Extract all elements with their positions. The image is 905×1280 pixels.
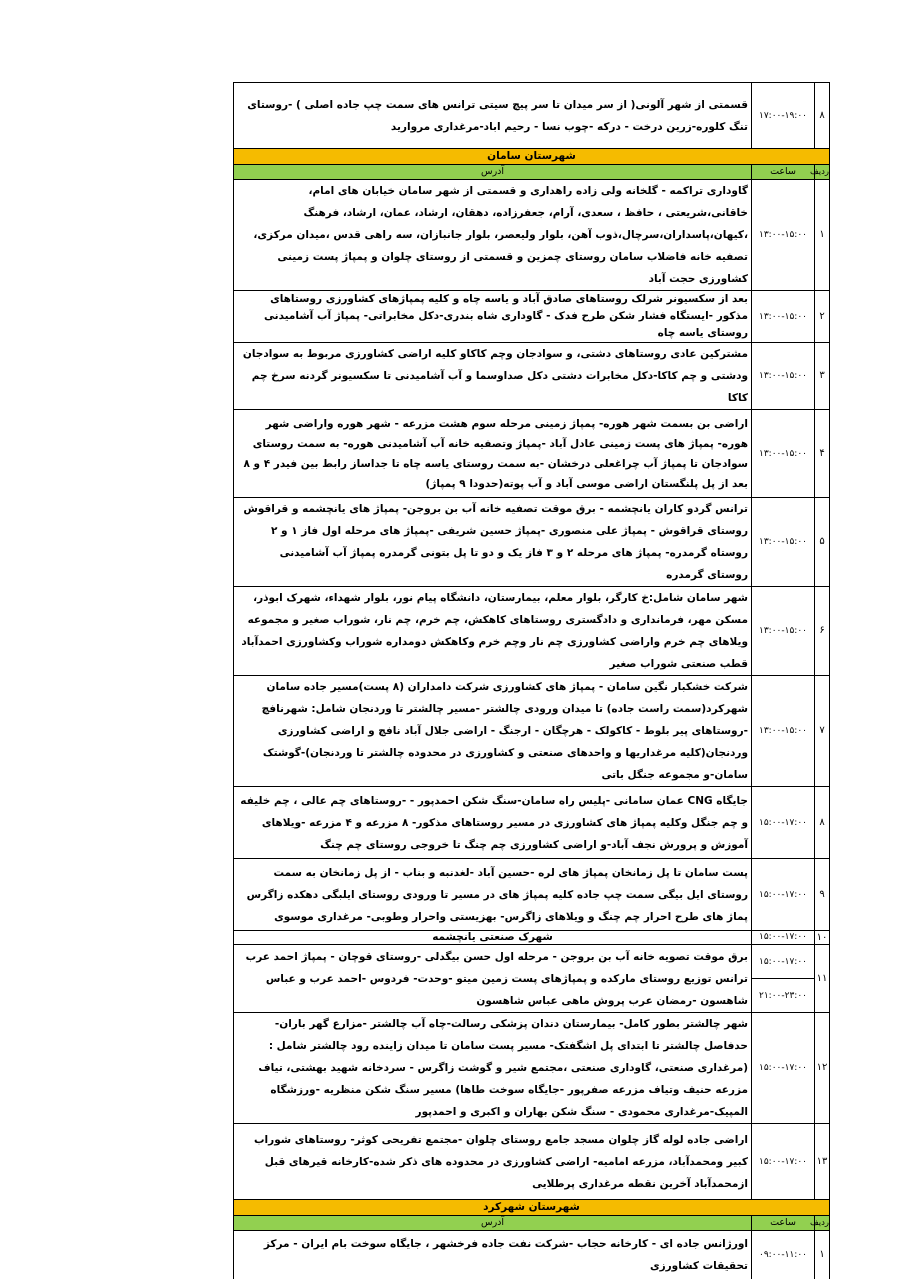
address-cell: شرکت خشکبار نگین سامان - پمپاژ های کشاورزی شرکت دامداران (۸ پست)مسیر جاده سامان شهرکرد(سمت راست جاده) تا میدان ورودی چالشتر -مسیر چالشتر تا وردنجان شامل: شهرنافچ -روستاهای پیر بلوط - کاکولک - هرچگان - ارجنگ - اراضی جلال آباد نافچ و اراضی کشاورزی وردنجان(کلیه مرغداریها و واحدهای صنعتی و کشاورزی در محدوده چالشتر تا وردنجان)-گوشتک سامان-و مجموعه جنگل باتی [234, 676, 752, 787]
time-range: ۱۳:۰۰-۱۵:۰۰ [752, 587, 815, 676]
address-cell: شهرک صنعتی یانچشمه [234, 931, 752, 945]
address-cell: شهر چالشتر بطور کامل- بیمارستان دندان پزشکی رسالت-چاه آب چالشتر -مزارع گهر باران-حدفاصل چالشتر تا ابتدای پل اشگفتک- مسیر پست سامان تا میدان زاینده رود چالشتر شامل :(مرغداری صنعتی، گاوداری صنعتی ،مجتمع شیر و گوشت زاگرس - سردخانه شهید بهشتی، تیاف مزرعه حنیف وتیاف مزرعه صفرپور -جایگاه سوخت طاها) مسیر سنگ شکن منظریه -ورزشگاه المپیک-مرغداری محمودی - سنگ شکن بهاران و اکبری و احمدپور [234, 1013, 752, 1124]
row-number: ۹ [815, 859, 830, 931]
region-title: شهرستان سامان [234, 149, 830, 165]
address-cell: شهر سامان شامل:خ کارگر، بلوار معلم، بیمارستان، دانشگاه پیام نور، بلوار شهداء، شهرک ابوذر، مسکن مهر، فرمانداری و دادگستری روستاهای کاهکش، چم خرم، چم نار، شوراب صغیر و مجموعه ویلاهای چم خرم واراضی کشاورزی چم نار وچم خرم وکاهکش دومداره شوراب وکشاورزی احمدآباد قطب صنعتی شوراب صغیر [234, 587, 752, 676]
row-number: ۴ [815, 410, 830, 498]
row-number: ۱۲ [815, 1013, 830, 1124]
table-row [234, 587, 830, 676]
table-row [234, 1124, 830, 1200]
table-row [234, 410, 830, 498]
col-header-num: ردیف [815, 1216, 830, 1231]
column-header-row [234, 165, 830, 180]
row-number: ۸ [815, 83, 830, 149]
address-cell: بعد از سکسیونر شرلک روستاهای صادق آباد و یاسه چاه و کلیه پمپاژهای کشاورزی روستاهای مذکور -ایستگاه فشار شکن طرح فدک - گاوداری شاه بندری-دکل مخابراتی- پمپاژ آب آشامیدنی روستای یاسه چاه [234, 291, 752, 343]
address-cell: مشترکین عادی روستاهای دشتی، و سوادجان وچم کاکاو کلیه اراضی کشاورزی مربوط به سوادجان ودشتی و چم کاکا-دکل مخابرات دشتی دکل صداوسما و آب آشامیدنی تا سکسیونر گردنه سرخ چم کاکا [234, 343, 752, 410]
table-row [234, 1231, 830, 1279]
time-range: ۱۳:۰۰-۱۵:۰۰ [752, 676, 815, 787]
address-cell: قسمتی از شهر آلونی( از سر میدان تا سر پیچ سیتی ترانس های سمت چپ جاده اصلی ) -روستای تنگ کلوره-زرین درخت - درکه -چوب نسا - رحیم اباد-مرغداری مروارید [234, 83, 752, 149]
schedule-table [233, 82, 830, 1279]
address-cell: برق موقت تصویه خانه آب بن بروجن - مرحله اول حسن بیگدلی -روستای قوچان - پمپاژ احمد عرب ترانس توزیع روستای مارکده و پمپاژهای پست زمین میتو -وحدت- فردوس -احمد عرب و عباس شاهسون -رمضان عرب پروش ماهی عباس شاهسون [234, 945, 752, 1013]
col-header-address: آدرس [234, 165, 752, 180]
table-row [234, 931, 830, 945]
time-range: ۱۳:۰۰-۱۵:۰۰ [752, 291, 815, 343]
col-header-time: ساعت [752, 165, 815, 180]
time-range: ۱۵:۰۰-۱۷:۰۰ [752, 931, 815, 945]
row-number: ۶ [815, 587, 830, 676]
table-row [234, 787, 830, 859]
row-number: ۱۳ [815, 1124, 830, 1200]
address-cell: گاوداری تراکمه - گلخانه ولی زاده راهداری و قسمتی از شهر سامان خیابان های امام، خاقانی،شریعتی ، حافظ ، سعدی، آرام، جعفرزاده، دهقان، ارشاد، عمان، ارشاد، فرهنگ ،کیهان،پاسداران،سرچال،ذوب آهن، بلوار ولیعصر، بلوار جانبازان، سه راهی قدس ،میدان مرکزی، تصفیه خانه فاضلاب سامان روستای چمزین و قسمتی از روستای چلوان و پمپاژ پست زمینی کشاورزی حجت آباد [234, 180, 752, 291]
time-range: ۲۱:۰۰-۲۳:۰۰ [752, 978, 814, 1012]
table-row [234, 676, 830, 787]
address-cell: جایگاه CNG عمان سامانی -پلیس راه سامان-سنگ شکن احمدپور - -روستاهای چم عالی ، چم خلیفه و چم جنگل وکلیه پمپاژ های کشاورزی در مسیر روستاهای مذکور- ۸ مزرعه و ۴ مزرعه -ویلاهای آموزش و پرورش نجف آباد-و اراضی کشاورزی چم چنگ تا خروجی روستای چم چنگ [234, 787, 752, 859]
row-number: ۱۱ [815, 945, 830, 1013]
table-row [234, 343, 830, 410]
time-range: ۰۹:۰۰-۱۱:۰۰ [752, 1231, 815, 1279]
row-number: ۸ [815, 787, 830, 859]
time-range: ۱۵:۰۰-۱۷:۰۰ [752, 859, 815, 931]
address-cell: اراضی بن بسمت شهر هوره- پمپاژ زمینی مرحله سوم هشت مزرعه - شهر هوره واراضی شهر هوره- پمپاژ های پست زمینی عادل آباد -پمپاژ وتصفیه خانه آب آشامیدنی هوره- به سمت روستای سوادجان تا پمپاژ آب چراغعلی درخشان -به سمت روستای یاسه چاه تا جداساز رابط بین فیدر ۴ و ۸ بعد از پل پلنگستان اراضی موسی آباد و آب پوته(حدودا ۹ پمپاژ) [234, 410, 752, 498]
row-number: ۱ [815, 1231, 830, 1279]
col-header-num: ردیف [815, 165, 830, 180]
time-range: ۱۳:۰۰-۱۵:۰۰ [752, 180, 815, 291]
address-cell: پست سامان تا پل زمانخان پمپاژ های لره -حسین آباد -لغدنبه و بناب - از پل زمانخان به سمت روستای ایل بیگی سمت چپ جاده کلیه پمپاژ های در مسیر تا ورودی روستای ایلبگی دهکده زاگرس پماژ های طرح احرار چم چنگ و ویلاهای زاگرس- بهزیستی واحرار وطوبی- مرغداری موسوی [234, 859, 752, 931]
region-header-saman [234, 149, 830, 165]
time-range: ۱۵:۰۰-۱۷:۰۰ [752, 1013, 815, 1124]
row-number: ۱ [815, 180, 830, 291]
col-header-address: آدرس [234, 1216, 752, 1231]
address-cell: اورژانس جاده ای - کارخانه حجاب -شرکت نفت جاده فرخشهر ، جایگاه سوخت بام ایران - مرکز تحقیقات کشاورزی [234, 1231, 752, 1279]
row-number: ۷ [815, 676, 830, 787]
time-range: ۱۳:۰۰-۱۵:۰۰ [752, 410, 815, 498]
address-cell: اراضی جاده لوله گاز چلوان مسجد جامع روستای چلوان -مجتمع تفریحی کوثر- روستاهای شوراب کبیر ومحمدآباد، مزرعه امامیه- اراضی کشاورزی در محدوده های ذکر شده-کارخانه قیرهای قبل ازمحمدآباد آخرین نقطه مرغداری پرطلایی [234, 1124, 752, 1200]
time-range-split [752, 945, 815, 1013]
address-cell: ترانس گردو کاران یانچشمه - برق موقت تصفیه خانه آب بن بروجن- پمپاژ های یانچشمه و قراقوش روستای قراقوش - پمپاژ علی منصوری -پمپاژ حسین شریفی -پمپاژ های مرحله اول فاز ۱ و ۲ روستاه گرمدره- پمپاژ های مرحله ۲ و ۳ فاز یک و دو تا پل بتونی گرمدره پمپاژ آب آشامیدنی روستای گرمدره [234, 498, 752, 587]
table-row [234, 859, 830, 931]
table-row [234, 291, 830, 343]
table-row [234, 180, 830, 291]
row-number: ۲ [815, 291, 830, 343]
row-number: ۱۰ [815, 931, 830, 945]
table-row [234, 945, 830, 1013]
time-range: ۱۳:۰۰-۱۵:۰۰ [752, 498, 815, 587]
row-number: ۵ [815, 498, 830, 587]
time-range: ۱۳:۰۰-۱۵:۰۰ [752, 343, 815, 410]
time-range: ۱۵:۰۰-۱۷:۰۰ [759, 956, 807, 967]
column-header-row [234, 1216, 830, 1231]
time-range: ۱۵:۰۰-۱۷:۰۰ [752, 787, 815, 859]
power-outage-schedule [233, 82, 830, 1279]
table-row [234, 1013, 830, 1124]
row-number: ۳ [815, 343, 830, 410]
table-row [234, 498, 830, 587]
region-header-shahrekord [234, 1200, 830, 1216]
time-range: ۱۵:۰۰-۱۷:۰۰ [752, 1124, 815, 1200]
time-range: ۱۷:۰۰-۱۹:۰۰ [752, 83, 815, 149]
table-row [234, 83, 830, 149]
region-title: شهرستان شهرکرد [234, 1200, 830, 1216]
col-header-time: ساعت [752, 1216, 815, 1231]
